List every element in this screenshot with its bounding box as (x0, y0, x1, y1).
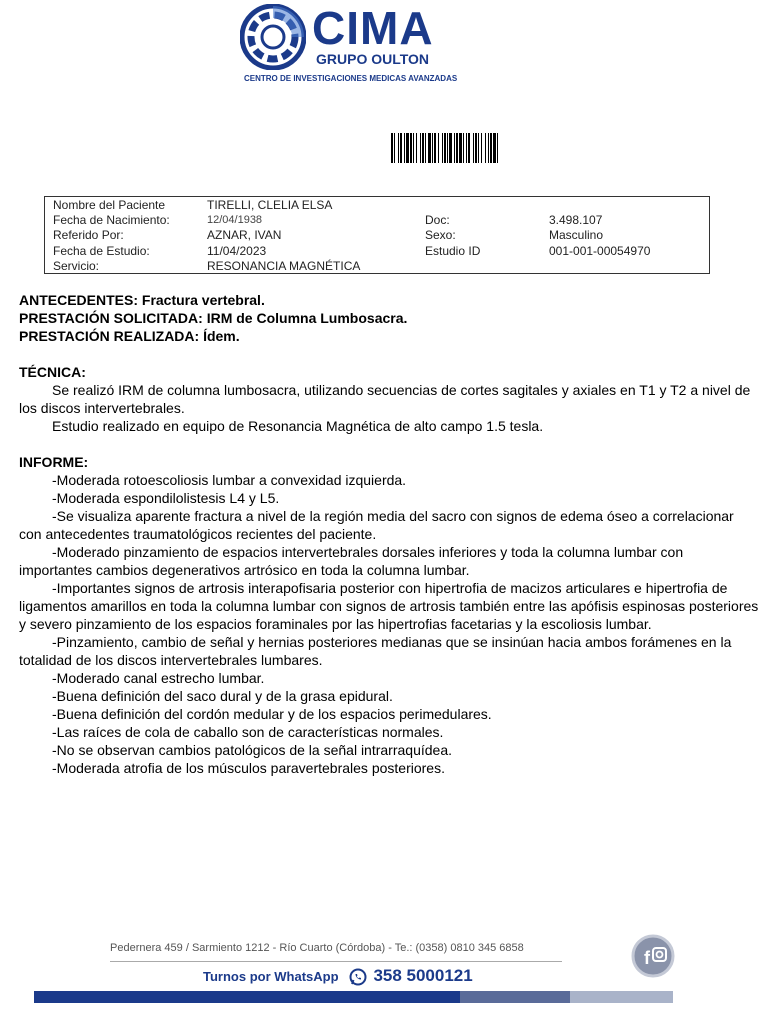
footer-bar-light (570, 991, 673, 1003)
study-id: 001-001-00054970 (549, 244, 651, 258)
info-row-service (45, 258, 709, 274)
footer-address: Pedernera 459 / Sarmiento 1212 - Río Cuarto (Córdoba) - Te.: (0358) 0810 345 6858 (110, 942, 524, 954)
informe-item: -Moderado canal estrecho lumbar. (52, 670, 265, 686)
sex-label: Sexo: (425, 228, 456, 242)
patient-doc: 3.498.107 (549, 213, 603, 227)
informe-item: -Moderada espondilolistesis L4 y L5. (52, 490, 280, 506)
informe-title: INFORME: (19, 454, 89, 470)
svg-text:f: f (644, 948, 650, 968)
informe-item: -Moderada rotoescoliosis lumbar a convexidad izquierda. (52, 472, 407, 488)
facebook-instagram-icon (631, 934, 675, 978)
report-body (19, 291, 759, 777)
study-date-label: Fecha de Estudio: (53, 244, 150, 258)
study-id-label: Estudio ID (425, 244, 481, 258)
whatsapp-number: 358 5000121 (373, 966, 473, 985)
footer-whatsapp (203, 966, 473, 986)
whatsapp-icon (349, 968, 367, 986)
info-row-name (45, 197, 709, 213)
barcode-icon (391, 133, 571, 163)
informe-item: -Importantes signos de artrosis interapofisaria posterior con hipertrofia de macizos articulares e hipertrofia de ligamentos amarillos en toda la columna lumbar con signos de artrosis también entre las apófisis espinosas posteriores y severo pinzamiento de los espacios foraminales por las hipertrofias facetarias y la escoliosis lumbar. (19, 580, 759, 632)
study-date: 11/04/2023 (207, 244, 267, 258)
informe-item: -Moderado pinzamiento de espacios intervertebrales dorsales inferiores y toda la columna lumbar con importantes cambios degenerativos artrósico en toda la columna lumbar. (19, 544, 684, 578)
tecnica-paragraph: Se realizó IRM de columna lumbosacra, utilizando secuencias de cortes sagitales y axiales en T1 y T2 a nivel de los discos intervertebrales. (19, 382, 751, 416)
prestacion-solicitada: PRESTACIÓN SOLICITADA: IRM de Columna Lumbosacra. (19, 310, 408, 326)
brand-group: GRUPO OULTON (316, 51, 430, 67)
whatsapp-label: Turnos por WhatsApp (203, 969, 339, 984)
informe-item: -Las raíces de cola de caballo son de características normales. (52, 724, 444, 740)
footer-bar-dark (34, 991, 460, 1003)
prestacion-realizada: PRESTACIÓN REALIZADA: Ídem. (19, 328, 240, 344)
informe-item: -No se observan cambios patológicos de la señal intrarraquídea. (52, 742, 453, 758)
name-label: Nombre del Paciente (53, 198, 166, 212)
patient-info-box (44, 196, 710, 274)
informe-item: -Pinzamiento, cambio de señal y hernias posteriores medianas que se insinúan hacia ambos forámenes en la totalidad de los discos intervertebrales lumbares. (19, 634, 732, 668)
referred-label: Referido Por: (53, 228, 124, 242)
informe-item: -Moderada atrofia de los músculos paravertebrales posteriores. (52, 760, 445, 776)
service-label: Servicio: (53, 259, 100, 273)
patient-sex: Masculino (549, 228, 604, 242)
antecedentes: ANTECEDENTES: Fractura vertebral. (19, 292, 265, 308)
cima-logo (240, 4, 470, 86)
info-row-referred (45, 227, 709, 243)
patient-referred: AZNAR, IVAN (207, 228, 282, 242)
footer-divider (110, 961, 562, 962)
footer-bar-mid (460, 991, 570, 1003)
service: RESONANCIA MAGNÉTICA (207, 259, 361, 273)
info-row-dob (45, 212, 709, 228)
informe-item: -Buena definición del saco dural y de la grasa epidural. (52, 688, 393, 704)
dob-label: Fecha de Nacimiento: (53, 213, 170, 227)
informe-item: -Buena definición del cordón medular y de los espacios perimedulares. (52, 706, 492, 722)
tecnica-paragraph: Estudio realizado en equipo de Resonancia Magnética de alto campo 1.5 tesla. (52, 418, 544, 434)
brand-subtitle: CENTRO DE INVESTIGACIONES MEDICAS AVANZADAS (244, 74, 458, 83)
tecnica-title: TÉCNICA: (19, 364, 86, 380)
logo-mark-icon (240, 4, 306, 70)
patient-dob: 12/04/1938 (207, 214, 263, 226)
info-row-study-date (45, 243, 709, 259)
patient-name: TIRELLI, CLELIA ELSA (207, 198, 333, 212)
brand-name: CIMA (312, 2, 434, 54)
doc-label: Doc: (425, 213, 450, 227)
informe-item: -Se visualiza aparente fractura a nivel de la región media del sacro con signos de edema óseo a correlacionar con antecedentes traumatológicos recientes del paciente. (19, 508, 734, 542)
